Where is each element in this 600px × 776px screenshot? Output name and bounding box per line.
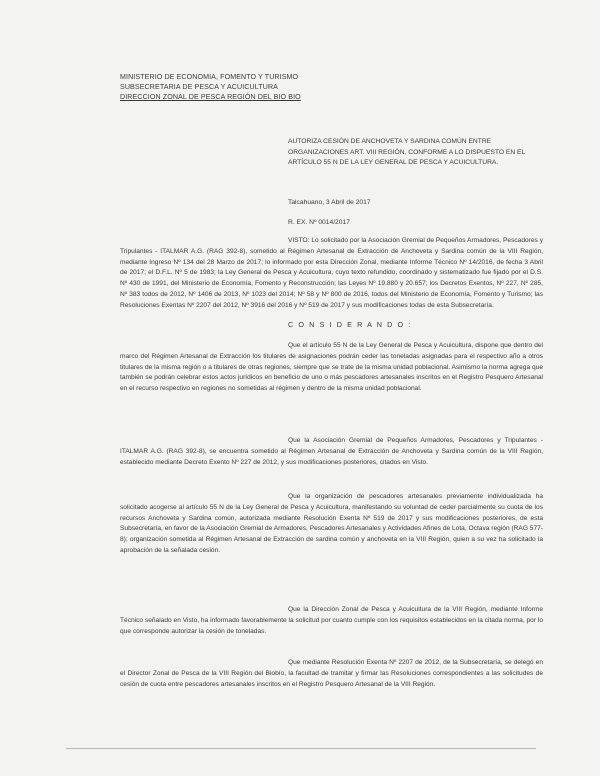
letterhead	[120, 72, 301, 102]
subsecretaria-line: SUBSECRETARIA DE PESCA Y ACUICULTURA	[120, 83, 278, 91]
considerando-paragraph-4: Que la Dirección Zonal de Pesca y Acuicultura de la VIII Región, mediante Informe Técnico señalado en Visto, ha informado favorablemente la solicitud por cuanto cumple con los requisitos establecidos en la citada norma, por lo que corresponde autorizar la cesión de toneladas.	[120, 606, 543, 635]
considerando-paragraph-3: Que la organización de pescadores artesanales previamente individualizada ha solicitado acogerse al artículo 55 N de la Ley General de Pesca y Acuicultura, manifestando su voluntad de ceder parcialmente su cuota de los recursos Anchoveta y Sardina común, autorizada mediante Resolución Exenta Nº 519 de 2017 y sus modificaciones posteriores, de esta Subsecretaría, en favor de la Asociación Gremial de Armadores, Pescadores Artesanales y Actividades Afines de Lota, Octava región (RAG 577-8); organización sometida al Régimen Artesanal de Extracción de sardina común y anchoveta en la VIII Región, quien a su vez ha solicitado la aprobación de la señalada cesión.	[120, 493, 543, 554]
direccion-zonal-line: DIRECCION ZONAL DE PESCA REGIÓN DEL BIO BIO	[120, 93, 301, 101]
resolution-number: R. EX. Nº 0014/2017	[288, 219, 350, 226]
visto-paragraph: VISTO: Lo solicitado por la Asociación Gremial de Pequeños Armadores, Pescadores y Tripulantes - ITALMAR A.G. (RAG 392-8), sometido al Régimen Artesanal de Extracción de Anchoveta y Sardina común de la VIII Región, mediante Ingreso Nº 134 del 28 Marzo de 2017; lo informado por esta Dirección Zonal, mediante Informe Técnico Nº 14/2016, de fecha 3 Abril de 2017; el D.F.L. Nº 5 de 1983; la Ley General de Pesca y Acuicultura, cuyo texto refundido, coordinado y sistematizado fue fijado por el D.S. Nº 430 de 1991, del Ministerio de Economía, Fomento y Reconstrucción; las Leyes Nº 19.880 y 20.657; los Decretos Exentos, Nº 227, Nº 285, Nº 383 todos de 2012, Nº 1406 de 2013, Nº 1023 del 2014; Nº 58 y Nº 800 de 2016, todos del Ministerio de Economía, Fomento y Turismo; las Resoluciones Exentas Nº 2207 del 2012, Nº 3916 del 2016 y Nº 519 de 2017 y sus modificaciones todas de esta Subsecretaría.	[120, 237, 543, 309]
resolution-title: AUTORIZA CESIÓN DE ANCHOVETA Y SARDINA COMÚN ENTRE ORGANIZACIONES ART. VIII REGIÓN, CONFORME A LO DISPUESTO EN EL ARTÍCULO 55 N DE LA LEY GENERAL DE PESCA Y ACUICULTURA.	[288, 138, 525, 166]
considerando-paragraph-5: Que mediante Resolución Exenta Nº 2207 de 2012, de la Subsecretaría, se delegó en el Director Zonal de Pesca de la VIII Región del Biobío, la facultad de tramitar y firmar las Resoluciones correspondientes a las solicitudes de cesión de cuota entre pescadores artesanales inscritos en el Registro Pesquero Artesanal de la VIII Región.	[120, 659, 543, 688]
ministry-line: MINISTERIO DE ECONOMIA, FOMENTO Y TURISMO	[120, 73, 299, 81]
considerando-heading: C O N S I D E R A N D O :	[288, 320, 412, 329]
considerando-paragraph-2: Que la Asociación Gremial de Pequeños Armadores, Pescadores y Tripulantes - ITALMAR A.G. (RAG 392-8), se encuentra sometido al Régimen Artesanal de Extracción de Anchoveta y Sardina común de la VIII Región, establecido mediante Decreto Exento Nº 227 de 2012, y sus modificaciones posteriores, citados en Visto.	[120, 437, 543, 466]
considerando-paragraph-1: Que el artículo 55 N de la Ley General de Pesca y Acuicultura, dispone que dentro del marco del Régimen Artesanal de Extracción los titulares de asignaciones podrán ceder las toneladas asignadas para el respectivo año a otros titulares de la misma región o a titulares de otras regiones, siempre que se trate de la misma unidad poblacional. Asimismo la norma agrega que también se podrán celebrar estos actos jurídicos en beneficio de uno o más pescadores artesanales inscritos en el Registro Pesquero Artesanal en el recurso respectivo en regiones no sometidas al régimen y dentro de la misma unidad poblacional.	[120, 342, 543, 393]
bottom-divider	[66, 748, 536, 749]
document-date: Talcahuano, 3 Abril de 2017	[288, 199, 371, 206]
